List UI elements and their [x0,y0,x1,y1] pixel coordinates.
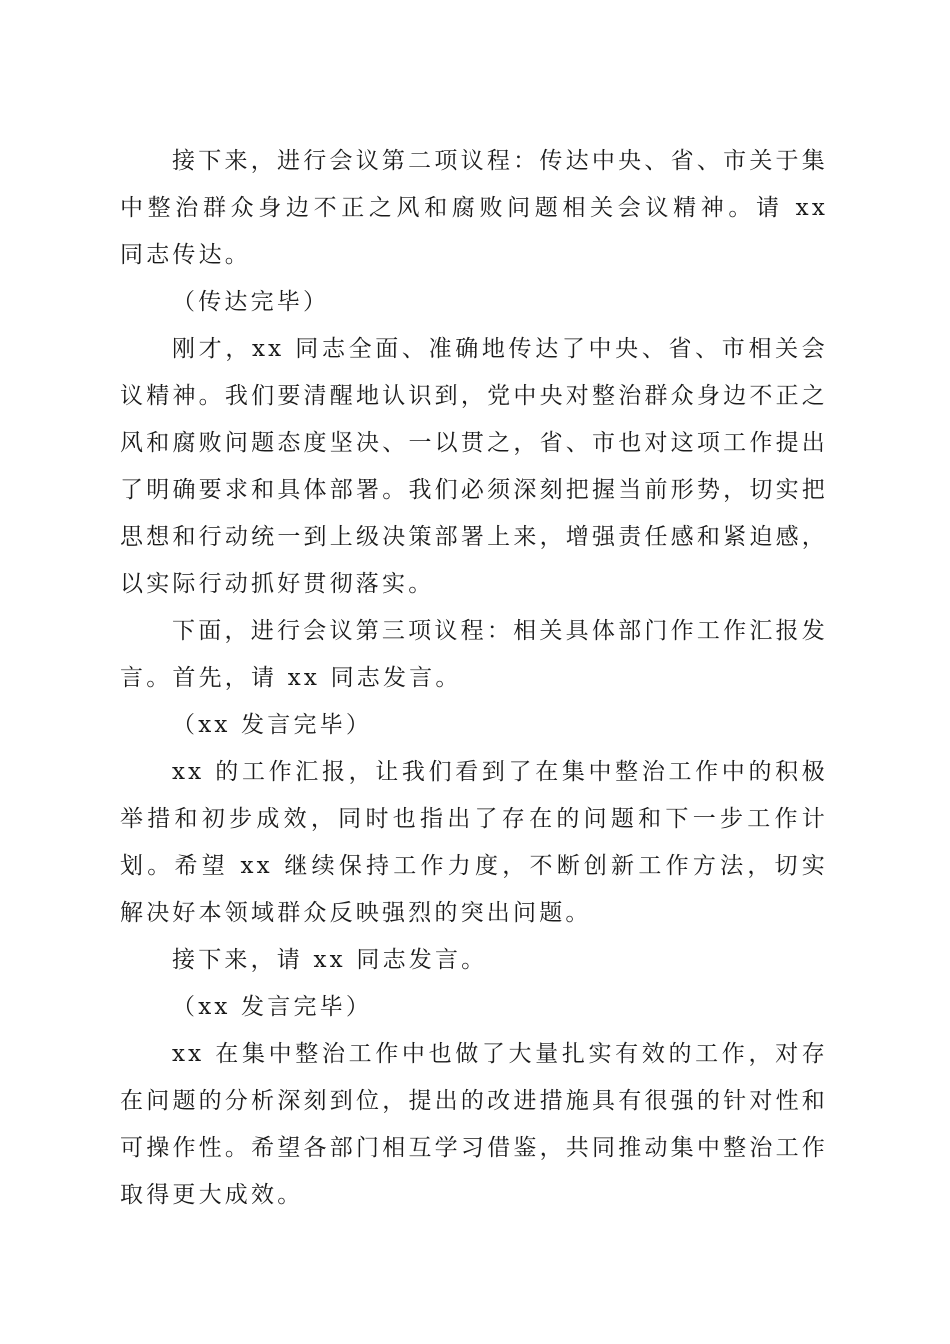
paragraph-agenda-item-2: 接下来，进行会议第二项议程：传达中央、省、市关于集中整治群众身边不正之风和腐败问题相关会议精神。请 xx 同志传达。 [120,148,828,268]
document-body [120,138,828,1219]
paragraph-speech-comment-2: xx 在集中整治工作中也做了大量扎实有效的工作，对存在问题的分析深刻到位，提出的改进措施具有很强的针对性和可操作性。希望各部门相互学习借鉴，共同推动集中整治工作取得更大成效。 [120,1041,828,1208]
paragraph-agenda-item-3: 下面，进行会议第三项议程：相关具体部门作工作汇报发言。首先，请 xx 同志发言。 [120,618,828,691]
note-speech-complete-1: （xx 发言完毕） [172,712,373,738]
note-relay-complete: （传达完毕） [172,289,330,315]
paragraph-next-speaker: 接下来，请 xx 同志发言。 [172,947,488,973]
paragraph-relay-summary: 刚才，xx 同志全面、准确地传达了中央、省、市相关会议精神。我们要清醒地认识到，党中央对整治群众身边不正之风和腐败问题态度坚决、一以贯之，省、市也对这项工作提出了明确要求和具体部署。我们必须深刻把握当前形势，切实把思想和行动统一到上级决策部署上来，增强责任感和紧迫感，以实际行动抓好贯彻落实。 [120,336,828,597]
note-speech-complete-2: （xx 发言完毕） [172,994,373,1020]
paragraph-speech-comment-1: xx 的工作汇报，让我们看到了在集中整治工作中的积极举措和初步成效，同时也指出了存在的问题和下一步工作计划。希望 xx 继续保持工作力度，不断创新工作方法，切实解决好本领域群众反映强烈的突出问题。 [120,759,828,926]
